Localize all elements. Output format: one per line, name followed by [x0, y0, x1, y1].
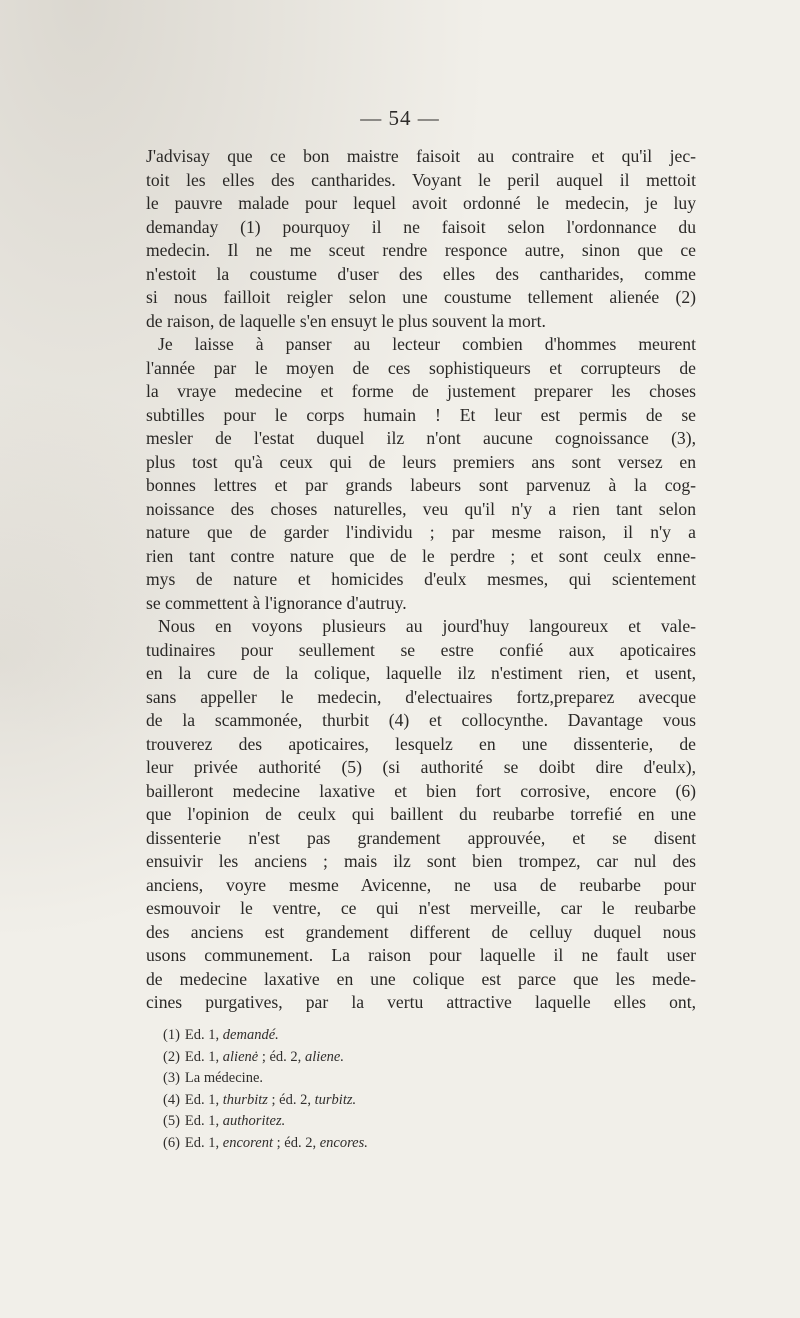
- text-line: ensuivir les anciens ; mais ilz sont bien trompez, car nul des: [146, 851, 696, 871]
- footnote-1: [163, 1025, 683, 1047]
- text-line: de medecine laxative en une colique est parce que les mede-: [146, 968, 696, 989]
- text-line: leur privée authorité (5) (si authorité se doibt dire d'eulx),: [146, 757, 696, 777]
- text-line: se commettent à l'ignorance d'autruy.: [146, 592, 407, 613]
- text-line: toit les elles des cantharides. Voyant le peril auquel il mettoit: [146, 169, 696, 190]
- footnote-variant: encores.: [319, 1134, 368, 1151]
- text-line: tudinaires pour seullement se estre confié aux apoticaires: [146, 639, 696, 660]
- footnote-variant: turbitz.: [314, 1091, 357, 1108]
- footnote-text: ; éd. 2,: [272, 1134, 320, 1151]
- text-line: si nous failloit reigler selon une coustume tellement alienée (2): [146, 287, 696, 307]
- text-line: n'estoit la coustume d'user des elles des cantharides, comme: [146, 263, 696, 284]
- footnote-2: [163, 1047, 683, 1069]
- text-line: noissance des choses naturelles, veu qu'il n'y a rien tant selon: [146, 498, 696, 519]
- text-line: usons communement. La raison pour laquelle il ne fault user: [146, 945, 696, 965]
- text-line: dissenterie n'est pas grandement approuvée, et se disent: [146, 827, 696, 848]
- text-line: que l'opinion de ceulx qui baillent du reubarbe torrefié en une: [146, 804, 696, 824]
- footnote-3: [163, 1068, 683, 1090]
- footnote-number: (5): [163, 1113, 180, 1129]
- footnote-variant: encorent: [222, 1134, 273, 1151]
- page-number: — 54 —: [360, 106, 440, 130]
- footnote-number: (3): [163, 1070, 180, 1086]
- footnote-text: ; éd. 2,: [267, 1091, 315, 1108]
- text-line: de raison, de laquelle s'en ensuyt le plus souvent la mort.: [146, 310, 546, 331]
- footnote-variant: alienė: [222, 1048, 259, 1065]
- footnote-variant: authoritez.: [222, 1113, 286, 1129]
- text-line: mys de nature et homicides d'eulx mesmes, qui scientement: [146, 569, 696, 589]
- footnote-text: Ed. 1,: [184, 1027, 223, 1043]
- text-line: bonnes lettres et par grands labeurs sont parvenuz à la cog-: [146, 475, 696, 495]
- footnote-text: Ed. 1,: [184, 1048, 223, 1065]
- text-line: de la scammonée, thurbit (4) et collocynthe. Davantage vous: [146, 710, 696, 730]
- footnote-text: Ed. 1,: [184, 1134, 223, 1151]
- footnote-text: Ed. 1,: [184, 1091, 223, 1108]
- footnote-variant: aliene.: [304, 1048, 344, 1065]
- text-line: medecin. Il ne me sceut rendre responce autre, sinon que ce: [146, 240, 696, 260]
- text-line: anciens, voyre mesme Avicenne, ne usa de reubarbe pour: [146, 874, 696, 895]
- body-text: [146, 145, 696, 1015]
- text-line: nature que de garder l'individu ; par mesme raison, il n'y a: [146, 522, 696, 542]
- text-line: J'advisay que ce bon maistre faisoit au contraire et qu'il jec-: [146, 146, 696, 166]
- text-line: demanday (1) pourquoy il ne faisoit selon l'ordonnance du: [146, 216, 696, 237]
- footnote-variant: demandé.: [222, 1027, 279, 1043]
- text-line: Nous en voyons plusieurs au jourd'huy langoureux et vale-: [158, 616, 696, 636]
- footnote-number: (4): [163, 1091, 180, 1108]
- footnote-text: La médecine.: [184, 1070, 264, 1086]
- text-line: cines purgatives, par la vertu attractive laquelle elles ont,: [146, 992, 696, 1012]
- footnotes: [163, 1025, 683, 1154]
- text-line: mesler de l'estat duquel ilz n'ont aucune cognoissance (3),: [146, 428, 696, 448]
- text-line: trouverez des apoticaires, lesquelz en une dissenterie, de: [146, 733, 696, 754]
- text-line: la vraye medecine et forme de justement preparer les choses: [146, 381, 696, 401]
- footnote-5: [163, 1111, 683, 1133]
- text-line: subtilles pour le corps humain ! Et leur est permis de se: [146, 404, 696, 425]
- footnote-number: (6): [163, 1134, 180, 1151]
- footnote-4: [163, 1090, 683, 1112]
- text-line: des anciens est grandement different de celluy duquel nous: [146, 921, 696, 942]
- footnote-variant: thurbitz: [222, 1091, 268, 1108]
- footnote-text: Ed. 1,: [184, 1113, 223, 1129]
- footnote-6: [163, 1133, 683, 1155]
- text-line: sans appeller le medecin, d'electuaires fortz,preparez avecque: [146, 686, 696, 707]
- text-line: esmouvoir le ventre, ce qui n'est merveille, car le reubarbe: [146, 898, 696, 918]
- text-line: Je laisse à panser au lecteur combien d'hommes meurent: [158, 334, 696, 354]
- text-line: en la cure de la colique, laquelle ilz n'estiment rien, et usent,: [146, 663, 696, 683]
- text-line: bailleront medecine laxative et bien fort corrosive, encore (6): [146, 780, 696, 801]
- footnote-number: (2): [163, 1048, 180, 1065]
- footnote-number: (1): [163, 1027, 180, 1043]
- text-line: plus tost qu'à ceux qui de leurs premiers ans sont versez en: [146, 451, 696, 472]
- text-line: l'année par le moyen de ces sophistiqueurs et corrupteurs de: [146, 357, 696, 378]
- footnote-text: ; éd. 2,: [258, 1048, 305, 1065]
- text-line: le pauvre malade pour lequel avoit ordonné le medecin, je luy: [146, 193, 696, 213]
- text-line: rien tant contre nature que de le perdre ; et sont ceulx enne-: [146, 545, 696, 566]
